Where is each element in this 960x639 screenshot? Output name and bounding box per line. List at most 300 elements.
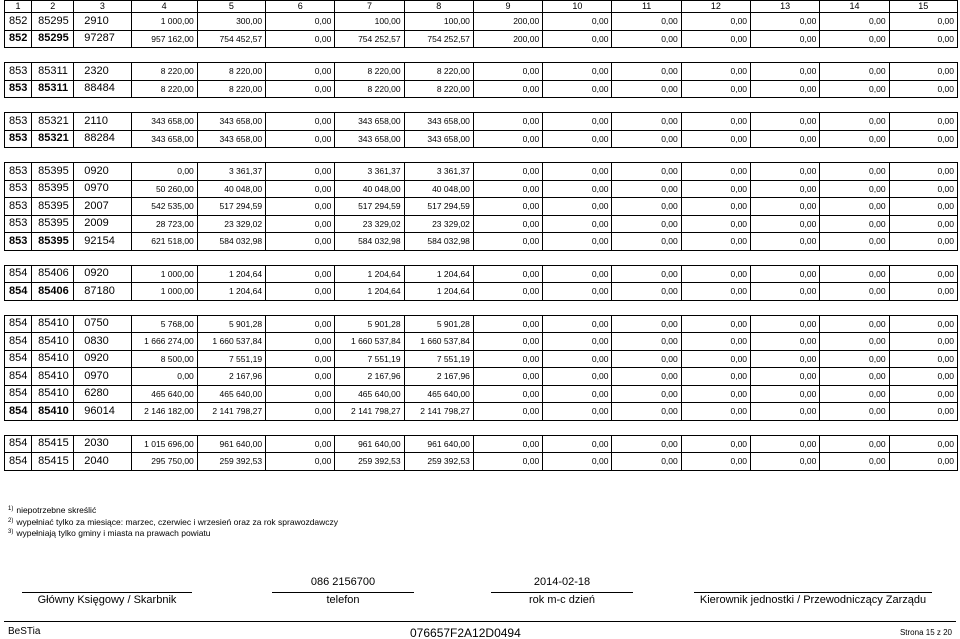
- table-row-total: [5, 30, 958, 48]
- table-cell: 0750: [74, 315, 131, 333]
- table-cell: 584 032,98: [335, 233, 404, 251]
- table-cell: 3 361,37: [335, 163, 404, 181]
- table-cell: 0,00: [543, 265, 612, 283]
- table-cell: 97287: [74, 30, 131, 48]
- table-cell: 259 392,53: [335, 453, 404, 471]
- table-cell: 0,00: [889, 63, 957, 81]
- table-cell: 0,00: [751, 315, 820, 333]
- table-cell: 0,00: [473, 180, 542, 198]
- table-cell: 853: [5, 215, 32, 233]
- table-cell: 0,00: [473, 350, 542, 368]
- table-cell: 85395: [32, 215, 74, 233]
- table-cell: 85321: [32, 113, 74, 131]
- table-cell: 0,00: [473, 113, 542, 131]
- table-cell: 0,00: [473, 403, 542, 421]
- table-cell: 0,00: [612, 350, 681, 368]
- table-cell: 0,00: [266, 453, 335, 471]
- table-row-total: [5, 130, 958, 148]
- table-cell: 1 204,64: [335, 283, 404, 301]
- table-cell: 85295: [32, 30, 74, 48]
- table-cell: 0,00: [131, 163, 197, 181]
- table-cell: 0,00: [543, 233, 612, 251]
- table-cell: 85406: [32, 283, 74, 301]
- table-cell: 0,00: [681, 13, 750, 31]
- footnote: $^{3)}$ wypełniają tylko gminy i miasta na prawach powiatu: [8, 528, 211, 538]
- table-cell: 1 000,00: [131, 13, 197, 31]
- table-cell: 0920: [74, 350, 131, 368]
- table-cell: 0,00: [681, 435, 750, 453]
- table-cell: 853: [5, 113, 32, 131]
- table-cell: 1 204,64: [404, 265, 473, 283]
- phone-value: 086 2156700: [310, 576, 376, 588]
- table-cell: 96014: [74, 403, 131, 421]
- table-cell: 0,00: [751, 283, 820, 301]
- column-number: 7: [335, 1, 404, 13]
- table-cell: 0,00: [473, 435, 542, 453]
- table-cell: 1 204,64: [197, 283, 265, 301]
- table-cell: 88484: [74, 80, 131, 98]
- head-signature-line: [694, 592, 932, 593]
- table-cell: 0,00: [681, 113, 750, 131]
- table-cell: 85395: [32, 163, 74, 181]
- column-number: 13: [751, 1, 820, 13]
- table-cell: 1 660 537,84: [404, 333, 473, 351]
- table-cell: 2 167,96: [197, 368, 265, 386]
- table-cell: 0920: [74, 265, 131, 283]
- table-cell: 0,00: [266, 163, 335, 181]
- table-cell: 85410: [32, 315, 74, 333]
- table-cell: 465 640,00: [197, 385, 265, 403]
- date-line: [491, 592, 633, 593]
- table-cell: 0,00: [612, 333, 681, 351]
- table-cell: 0,00: [751, 403, 820, 421]
- table-cell: 343 658,00: [404, 113, 473, 131]
- table-cell: 0,00: [473, 453, 542, 471]
- table-cell: 0,00: [751, 453, 820, 471]
- table-cell: 0,00: [751, 180, 820, 198]
- table-cell: 0,00: [266, 368, 335, 386]
- group-separator: [5, 48, 958, 63]
- table-cell: 0920: [74, 163, 131, 181]
- table-cell: 0,00: [266, 63, 335, 81]
- table-cell: 0,00: [751, 435, 820, 453]
- table-cell: 0,00: [543, 63, 612, 81]
- column-number: 1: [5, 1, 32, 13]
- table-cell: 0,00: [473, 163, 542, 181]
- table-cell: 2007: [74, 198, 131, 216]
- table-cell: 0,00: [751, 385, 820, 403]
- table-cell: 0,00: [266, 265, 335, 283]
- table-cell: 0,00: [473, 233, 542, 251]
- table-cell: 853: [5, 130, 32, 148]
- table-cell: 0,00: [543, 130, 612, 148]
- table-cell: 85406: [32, 265, 74, 283]
- table-cell: 0,00: [473, 385, 542, 403]
- table-cell: 517 294,59: [404, 198, 473, 216]
- column-number: 3: [74, 1, 131, 13]
- column-number: 12: [681, 1, 750, 13]
- table-cell: 8 220,00: [404, 80, 473, 98]
- table-cell: 8 220,00: [131, 80, 197, 98]
- table-cell: 852: [5, 30, 32, 48]
- table-cell: 85395: [32, 198, 74, 216]
- head-label: Kierownik jednostki / Przewodniczący Zarządu: [699, 594, 927, 606]
- table-cell: 465 640,00: [404, 385, 473, 403]
- table-cell: 2030: [74, 435, 131, 453]
- table-cell: 85410: [32, 333, 74, 351]
- table-cell: 0,00: [751, 350, 820, 368]
- table-cell: 0,00: [266, 333, 335, 351]
- column-number: 2: [32, 1, 74, 13]
- table-cell: 0,00: [543, 215, 612, 233]
- accountant-signature-line: [22, 592, 192, 593]
- table-cell: 0,00: [612, 80, 681, 98]
- table-cell: 961 640,00: [197, 435, 265, 453]
- table-cell: 0,00: [681, 63, 750, 81]
- table-cell: 85410: [32, 368, 74, 386]
- column-number: 14: [820, 1, 889, 13]
- table-cell: 0,00: [889, 13, 957, 31]
- table-cell: 0,00: [751, 13, 820, 31]
- table-cell: 0,00: [266, 13, 335, 31]
- table-cell: 8 220,00: [197, 80, 265, 98]
- table-cell: 2 167,96: [404, 368, 473, 386]
- table-cell: 8 220,00: [197, 63, 265, 81]
- table-cell: 100,00: [335, 13, 404, 31]
- table-cell: 0,00: [820, 265, 889, 283]
- table-cell: 754 252,57: [335, 30, 404, 48]
- table-cell: 40 048,00: [197, 180, 265, 198]
- table-cell: 0,00: [473, 215, 542, 233]
- table-cell: 2 141 798,27: [197, 403, 265, 421]
- table-cell: 40 048,00: [335, 180, 404, 198]
- table-cell: 0,00: [543, 80, 612, 98]
- table-cell: 0,00: [266, 233, 335, 251]
- table-cell: 2320: [74, 63, 131, 81]
- table-cell: 465 640,00: [335, 385, 404, 403]
- table-cell: 0,00: [681, 233, 750, 251]
- table-cell: 0,00: [543, 403, 612, 421]
- table-cell: 85410: [32, 350, 74, 368]
- table-cell: 5 768,00: [131, 315, 197, 333]
- table-cell: 200,00: [473, 13, 542, 31]
- table-cell: 0,00: [543, 333, 612, 351]
- table-cell: 0,00: [751, 130, 820, 148]
- table-cell: 2040: [74, 453, 131, 471]
- table-cell: 85410: [32, 385, 74, 403]
- table-row: [5, 265, 958, 283]
- document-code: 076657F2A12D0494: [410, 626, 521, 639]
- table-cell: 0,00: [889, 163, 957, 181]
- table-cell: 0,00: [751, 63, 820, 81]
- table-cell: 853: [5, 198, 32, 216]
- table-row: [5, 198, 958, 216]
- page-number: Strona 15 z 20: [899, 628, 952, 637]
- footnote: $^{1)}$ niepotrzebne skreślić: [8, 505, 97, 515]
- table-cell: 0,00: [612, 315, 681, 333]
- table-cell: 343 658,00: [335, 113, 404, 131]
- table-cell: 259 392,53: [404, 453, 473, 471]
- table-row: [5, 163, 958, 181]
- table-cell: 853: [5, 233, 32, 251]
- table-cell: 0,00: [889, 80, 957, 98]
- table-cell: 23 329,02: [404, 215, 473, 233]
- table-cell: 0,00: [612, 283, 681, 301]
- table-cell: 0,00: [612, 13, 681, 31]
- table-cell: 853: [5, 180, 32, 198]
- table-cell: 853: [5, 63, 32, 81]
- table-cell: 852: [5, 13, 32, 31]
- table-cell: 0,00: [473, 333, 542, 351]
- table-cell: 0,00: [751, 233, 820, 251]
- column-number-row: [5, 1, 958, 13]
- table-cell: 0,00: [681, 350, 750, 368]
- table-row: [5, 385, 958, 403]
- table-cell: 0,00: [266, 113, 335, 131]
- table-cell: 0,00: [820, 315, 889, 333]
- table-cell: 85415: [32, 435, 74, 453]
- table-cell: 0,00: [266, 198, 335, 216]
- table-cell: 8 220,00: [335, 63, 404, 81]
- table-cell: 0970: [74, 368, 131, 386]
- group-separator: [5, 300, 958, 315]
- table-cell: 3 361,37: [404, 163, 473, 181]
- table-cell: 584 032,98: [404, 233, 473, 251]
- table-cell: 87180: [74, 283, 131, 301]
- table-cell: 0,00: [612, 435, 681, 453]
- table-cell: 0,00: [889, 315, 957, 333]
- table-cell: 0,00: [543, 198, 612, 216]
- table-cell: 0,00: [820, 13, 889, 31]
- table-cell: 85395: [32, 180, 74, 198]
- table-cell: 0,00: [612, 180, 681, 198]
- table-cell: 50 260,00: [131, 180, 197, 198]
- table-cell: 8 220,00: [131, 63, 197, 81]
- table-cell: 3 361,37: [197, 163, 265, 181]
- table-row: [5, 453, 958, 471]
- table-cell: 957 162,00: [131, 30, 197, 48]
- table-cell: 0,00: [751, 113, 820, 131]
- table-row: [5, 333, 958, 351]
- accountant-label: Główny Księgowy / Skarbnik: [37, 594, 177, 606]
- table-cell: 0,00: [820, 350, 889, 368]
- table-cell: 7 551,19: [335, 350, 404, 368]
- table-cell: 0,00: [266, 315, 335, 333]
- table-cell: 343 658,00: [131, 130, 197, 148]
- table-cell: 0,00: [612, 265, 681, 283]
- table-cell: 0,00: [681, 80, 750, 98]
- table-cell: 1 660 537,84: [197, 333, 265, 351]
- table-cell: 0,00: [681, 283, 750, 301]
- date-label: rok m-c dzień: [528, 594, 596, 606]
- table-cell: 0,00: [266, 180, 335, 198]
- table-cell: 584 032,98: [197, 233, 265, 251]
- table-cell: 0,00: [820, 63, 889, 81]
- table-cell: 85395: [32, 233, 74, 251]
- table-cell: 6280: [74, 385, 131, 403]
- table-cell: 0,00: [889, 130, 957, 148]
- column-number: 6: [266, 1, 335, 13]
- table-cell: 0,00: [681, 385, 750, 403]
- table-cell: 0,00: [751, 215, 820, 233]
- table-cell: 854: [5, 333, 32, 351]
- table-cell: 200,00: [473, 30, 542, 48]
- phone-line: [272, 592, 414, 593]
- table-cell: 0,00: [612, 368, 681, 386]
- column-number: 8: [404, 1, 473, 13]
- table-cell: 0,00: [820, 453, 889, 471]
- table-cell: 0,00: [820, 163, 889, 181]
- table-cell: 0,00: [266, 215, 335, 233]
- table-cell: 0,00: [543, 435, 612, 453]
- table-cell: 0,00: [266, 435, 335, 453]
- table-cell: 5 901,28: [404, 315, 473, 333]
- table-row-total: [5, 80, 958, 98]
- table-cell: 343 658,00: [197, 130, 265, 148]
- table-cell: 0,00: [543, 368, 612, 386]
- table-cell: 40 048,00: [404, 180, 473, 198]
- table-cell: 0,00: [889, 113, 957, 131]
- table-cell: 0,00: [266, 30, 335, 48]
- table-cell: 854: [5, 435, 32, 453]
- table-cell: 0,00: [820, 435, 889, 453]
- table-cell: 0,00: [889, 403, 957, 421]
- separator-cell: [5, 98, 958, 113]
- table-cell: 2 146 182,00: [131, 403, 197, 421]
- table-cell: 0,00: [543, 453, 612, 471]
- table-cell: 1 015 696,00: [131, 435, 197, 453]
- table-cell: 0,00: [889, 30, 957, 48]
- table-cell: 961 640,00: [335, 435, 404, 453]
- table-cell: 85311: [32, 80, 74, 98]
- table-cell: 0,00: [612, 385, 681, 403]
- table-cell: 0,00: [612, 453, 681, 471]
- table-cell: 1 660 537,84: [335, 333, 404, 351]
- table-cell: 343 658,00: [404, 130, 473, 148]
- table-cell: 542 535,00: [131, 198, 197, 216]
- table-cell: 0,00: [266, 80, 335, 98]
- table-cell: 0,00: [889, 435, 957, 453]
- separator-cell: [5, 250, 958, 265]
- table-cell: 0,00: [266, 283, 335, 301]
- table-cell: 0,00: [889, 453, 957, 471]
- table-row: [5, 13, 958, 31]
- table-cell: 0,00: [889, 180, 957, 198]
- separator-cell: [5, 420, 958, 435]
- group-separator: [5, 98, 958, 113]
- table-cell: 5 901,28: [335, 315, 404, 333]
- table-cell: 0,00: [889, 198, 957, 216]
- table-cell: 0,00: [266, 403, 335, 421]
- table-cell: 23 329,02: [335, 215, 404, 233]
- column-number: 10: [543, 1, 612, 13]
- table-cell: 23 329,02: [197, 215, 265, 233]
- report-table: [4, 0, 958, 471]
- brand-name: BeSTia: [8, 626, 41, 637]
- table-cell: 0,00: [889, 350, 957, 368]
- table-cell: 0,00: [889, 283, 957, 301]
- table-cell: 854: [5, 315, 32, 333]
- table-row: [5, 215, 958, 233]
- table-cell: 854: [5, 368, 32, 386]
- table-cell: 0,00: [751, 265, 820, 283]
- table-cell: 7 551,19: [404, 350, 473, 368]
- column-number: 4: [131, 1, 197, 13]
- table-cell: 0,00: [681, 315, 750, 333]
- table-cell: 0,00: [266, 350, 335, 368]
- table-cell: 0,00: [681, 215, 750, 233]
- table-cell: 0,00: [612, 163, 681, 181]
- table-cell: 295 750,00: [131, 453, 197, 471]
- table-cell: 0,00: [820, 333, 889, 351]
- table-cell: 0,00: [681, 333, 750, 351]
- table-cell: 854: [5, 283, 32, 301]
- table-cell: 0,00: [681, 453, 750, 471]
- table-cell: 0,00: [820, 385, 889, 403]
- table-cell: 0,00: [820, 80, 889, 98]
- table-cell: 343 658,00: [197, 113, 265, 131]
- table-row-total: [5, 403, 958, 421]
- footnotes: [8, 504, 338, 539]
- table-cell: 0,00: [612, 30, 681, 48]
- table-cell: 2 167,96: [335, 368, 404, 386]
- table-cell: 0,00: [543, 163, 612, 181]
- table-cell: 853: [5, 163, 32, 181]
- table-cell: 0,00: [266, 130, 335, 148]
- table-cell: 0,00: [889, 265, 957, 283]
- table-cell: 0,00: [820, 368, 889, 386]
- table-cell: 854: [5, 453, 32, 471]
- table-cell: 0,00: [543, 113, 612, 131]
- table-row: [5, 435, 958, 453]
- table-cell: 8 220,00: [404, 63, 473, 81]
- table-cell: 854: [5, 350, 32, 368]
- table-cell: 0,00: [473, 283, 542, 301]
- table-cell: 1 000,00: [131, 265, 197, 283]
- table-cell: 0,00: [612, 403, 681, 421]
- table-cell: 0,00: [820, 30, 889, 48]
- table-cell: 8 500,00: [131, 350, 197, 368]
- table-cell: 0,00: [681, 403, 750, 421]
- table-cell: 7 551,19: [197, 350, 265, 368]
- table-cell: 0,00: [820, 130, 889, 148]
- footnote: $^{2)}$ wypełniać tylko za miesiące: marzec, czerwiec i wrzesień oraz za rok sprawozdawczy: [8, 516, 339, 527]
- table-cell: 517 294,59: [197, 198, 265, 216]
- table-cell: 0,00: [681, 198, 750, 216]
- table-cell: 0830: [74, 333, 131, 351]
- table-cell: 0,00: [820, 198, 889, 216]
- table-cell: 0,00: [473, 265, 542, 283]
- table-row: [5, 350, 958, 368]
- table-row: [5, 315, 958, 333]
- phone-label: telefon: [326, 594, 360, 606]
- table-cell: 1 204,64: [197, 265, 265, 283]
- table-cell: 754 252,57: [404, 30, 473, 48]
- table-cell: 853: [5, 80, 32, 98]
- table-cell: 0,00: [751, 163, 820, 181]
- table-cell: 0,00: [543, 30, 612, 48]
- footer-rule: [4, 621, 956, 622]
- table-cell: 854: [5, 403, 32, 421]
- column-number: 15: [889, 1, 957, 13]
- table-cell: 343 658,00: [131, 113, 197, 131]
- table-cell: 0,00: [543, 13, 612, 31]
- table-cell: 2910: [74, 13, 131, 31]
- table-cell: 85295: [32, 13, 74, 31]
- table-cell: 2110: [74, 113, 131, 131]
- table-cell: 300,00: [197, 13, 265, 31]
- table-row: [5, 113, 958, 131]
